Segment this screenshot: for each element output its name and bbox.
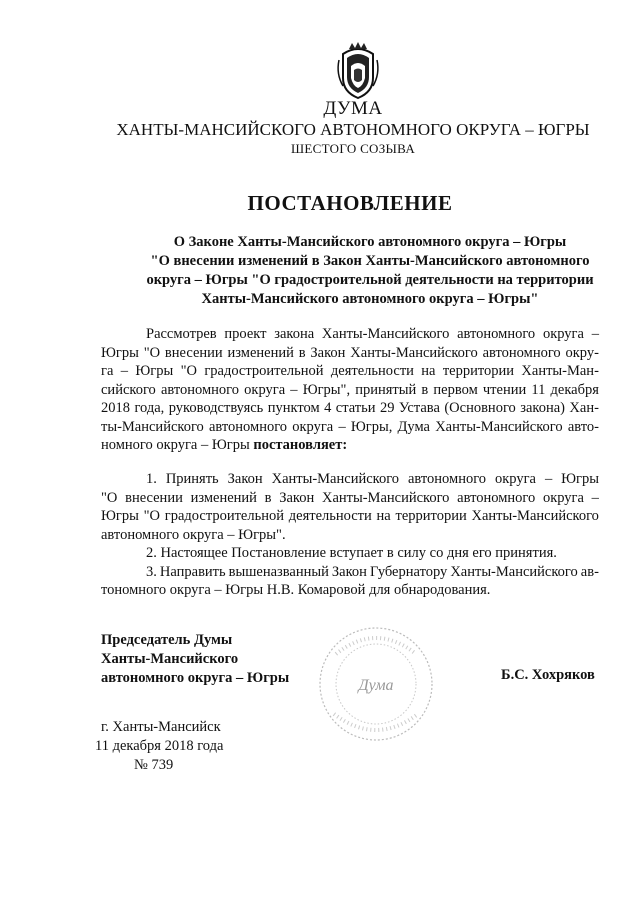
- signatory-title-line: Ханты-Мансийского: [101, 651, 239, 667]
- issue-details: [95, 718, 224, 775]
- subject-line: Ханты-Мансийского автономного округа – Югры": [201, 291, 539, 307]
- item-line: тономного округа – Югры Н.В. Комаровой для обнародования.: [101, 582, 491, 598]
- subject-line: округа – Югры "О градостроительной деятельности на территории: [146, 272, 594, 288]
- decree-word: постановляет:: [253, 437, 348, 453]
- preamble-line: сийского автономного округа – Югры", принятый в первом чтении 11 декабря: [101, 381, 599, 398]
- preamble-line: Югры "О внесении изменений в Закон Ханты-Мансийского автономного окру-: [101, 344, 599, 361]
- seal-text: Дума: [358, 677, 394, 694]
- signatory-title-line: автономного округа – Югры: [101, 670, 290, 686]
- doc-number: № 739: [134, 757, 174, 773]
- item-line: Югры "О градостроительной деятельности на территории Ханты-Мансийского: [101, 508, 599, 524]
- convocation: ШЕСТОГО СОЗЫВА: [290, 141, 416, 156]
- issue-city: г. Ханты-Мансийск: [101, 719, 221, 735]
- preamble-line: га – Югры "О градостроительной деятельности на территории Ханты-Ман-: [101, 363, 599, 379]
- preamble-line: 2018 года, руководствуясь пунктом 4 статьи 29 Устава (Основного закона) Хан-: [101, 400, 599, 416]
- org-name: ДУМА: [323, 98, 383, 119]
- doc-subject: [135, 233, 605, 309]
- item-line: 1. Принять Закон Ханты-Мансийского автономного округа – Югры: [146, 471, 599, 487]
- item-line: 2. Настоящее Постановление вступает в силу со дня его принятия.: [146, 545, 557, 561]
- subject-line: О Законе Ханты-Мансийского автономного округа – Югры: [173, 234, 567, 250]
- preamble-line: номного округа – Югры постановляет:: [101, 437, 348, 453]
- preamble-paragraph: [101, 325, 599, 455]
- signatory-title: [101, 631, 289, 688]
- preamble-line: ты-Мансийского автономного округа – Югры, Дума Ханты-Мансийского авто-: [101, 418, 599, 435]
- doc-type-title: ПОСТАНОВЛЕНИЕ: [247, 191, 453, 215]
- coat-of-arms-icon: [333, 40, 383, 100]
- signatory-title-line: Председатель Думы: [101, 632, 233, 648]
- official-seal-stamp: [316, 624, 436, 744]
- region-name: ХАНТЫ-МАНСИЙСКОГО АВТОНОМНОГО ОКРУГА – ЮГРЫ: [116, 120, 590, 139]
- signatory-name: Б.С. Хохряков: [501, 667, 595, 683]
- resolution-items: [101, 470, 599, 600]
- item-line: автономного округа – Югры".: [101, 526, 286, 543]
- subject-line: "О внесении изменений в Закон Ханты-Мансийского автономного: [150, 253, 590, 269]
- preamble-line: Рассмотрев проект закона Ханты-Мансийского автономного округа –: [146, 326, 599, 342]
- item-line: "О внесении изменений в Закон Ханты-Мансийского автономного округа –: [101, 489, 599, 506]
- issue-date: 11 декабря 2018 года: [95, 738, 224, 754]
- item-line: 3. Направить вышеназванный Закон Губернатору Ханты-Мансийского ав-: [146, 563, 599, 580]
